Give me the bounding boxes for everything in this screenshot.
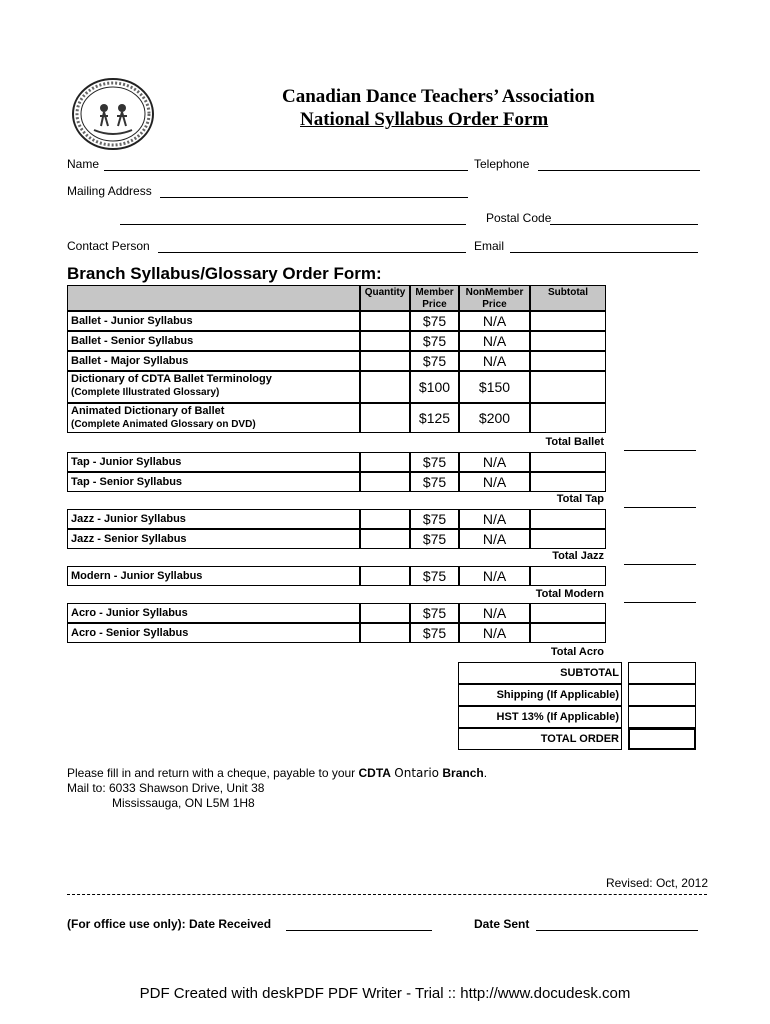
item-name [67, 566, 360, 586]
date-received-field[interactable] [286, 930, 432, 931]
total-ballet-label: Total Ballet [545, 436, 604, 448]
hst-field[interactable] [628, 706, 696, 728]
item-name [67, 351, 360, 371]
item-name [67, 472, 360, 492]
quantity-input[interactable] [360, 623, 410, 643]
cut-divider [67, 894, 707, 895]
item-label: Ballet - Junior Syllabus [71, 315, 193, 327]
member-price: $75 [410, 623, 459, 643]
shipping-label: Shipping (If Applicable) [458, 684, 622, 706]
item-name [67, 623, 360, 643]
item-label: Tap - Senior Syllabus [71, 476, 183, 488]
table-header-bar [67, 285, 360, 311]
postal-code-label: Postal Code [486, 211, 552, 225]
total-ballet-field[interactable] [624, 450, 696, 451]
subtotal-input[interactable] [530, 311, 606, 331]
quantity-input[interactable] [360, 371, 410, 403]
col-member-price: Member Price [410, 285, 459, 311]
contact-person-label: Contact Person [67, 239, 150, 253]
col-subtotal: Subtotal [530, 285, 606, 311]
mail-to-address: Mail to: 6033 Shawson Drive, Unit 38 [67, 781, 265, 795]
item-label: Modern - Junior Syllabus [71, 570, 203, 582]
member-price: $75 [410, 351, 459, 371]
item-name [67, 509, 360, 529]
member-price: $75 [410, 472, 459, 492]
nonmember-price: $150 [459, 371, 530, 403]
nonmember-price: N/A [459, 472, 530, 492]
subtotal-input[interactable] [530, 472, 606, 492]
total-jazz-field[interactable] [624, 564, 696, 565]
quantity-input[interactable] [360, 472, 410, 492]
subtotal-input[interactable] [530, 509, 606, 529]
item-label: Ballet - Major Syllabus [71, 355, 189, 367]
email-field[interactable] [510, 252, 698, 253]
instructions-line1: Please fill in and return with a cheque, payable to your CDTA Ontario Branch. [67, 766, 488, 780]
member-price: $75 [410, 331, 459, 351]
item-label: Acro - Senior Syllabus [71, 627, 189, 639]
item-sublabel: (Complete Illustrated Glossary) [71, 387, 220, 398]
total-modern-field[interactable] [624, 602, 696, 603]
item-name [67, 403, 360, 433]
quantity-input[interactable] [360, 529, 410, 549]
item-sublabel: (Complete Animated Glossary on DVD) [71, 419, 256, 430]
subtotal-input[interactable] [530, 566, 606, 586]
item-label: Acro - Junior Syllabus [71, 607, 188, 619]
subtotal-input[interactable] [530, 331, 606, 351]
item-name [67, 603, 360, 623]
mailing-address-label: Mailing Address [67, 184, 152, 198]
nonmember-price: N/A [459, 351, 530, 371]
org-name: Canadian Dance Teachers’ Association [282, 86, 595, 107]
nonmember-price: N/A [459, 566, 530, 586]
col-nonmember-price: NonMember Price [459, 285, 530, 311]
quantity-input[interactable] [360, 403, 410, 433]
member-price: $75 [410, 452, 459, 472]
subtotal-input[interactable] [530, 371, 606, 403]
quantity-input[interactable] [360, 603, 410, 623]
total-jazz-label: Total Jazz [552, 550, 604, 562]
item-label: Jazz - Senior Syllabus [71, 533, 187, 545]
quantity-input[interactable] [360, 331, 410, 351]
quantity-input[interactable] [360, 509, 410, 529]
nonmember-price: N/A [459, 509, 530, 529]
shipping-field[interactable] [628, 684, 696, 706]
name-label: Name [67, 157, 100, 171]
contact-person-field[interactable] [158, 252, 466, 253]
mailing-address-line2-field[interactable] [120, 224, 466, 225]
revised-date: Revised: Oct, 2012 [605, 876, 708, 890]
cdta-seal-logo [70, 76, 156, 152]
member-price: $125 [410, 403, 459, 433]
name-field[interactable] [104, 170, 468, 171]
item-name [67, 331, 360, 351]
hst-label: HST 13% (If Applicable) [458, 706, 622, 728]
item-name [67, 371, 360, 403]
item-label: Dictionary of CDTA Ballet Terminology [71, 373, 272, 385]
telephone-field[interactable] [538, 170, 700, 171]
nonmember-price: N/A [459, 331, 530, 351]
item-label: Ballet - Senior Syllabus [71, 335, 194, 347]
nonmember-price: N/A [459, 311, 530, 331]
member-price: $75 [410, 311, 459, 331]
member-price: $100 [410, 371, 459, 403]
pdf-footer: PDF Created with deskPDF PDF Writer - Trial :: http://www.docudesk.com [139, 985, 631, 1002]
total-modern-label: Total Modern [535, 588, 604, 600]
subtotal-input[interactable] [530, 529, 606, 549]
nonmember-price: $200 [459, 403, 530, 433]
member-price: $75 [410, 529, 459, 549]
total-order-field[interactable] [628, 728, 696, 750]
total-order-label: TOTAL ORDER [458, 728, 622, 750]
subtotal-label: SUBTOTAL [458, 662, 622, 684]
nonmember-price: N/A [459, 529, 530, 549]
item-name [67, 311, 360, 331]
mail-to-city: Mississauga, ON L5M 1H8 [112, 796, 255, 810]
item-label: Jazz - Junior Syllabus [71, 513, 186, 525]
nonmember-price: N/A [459, 603, 530, 623]
item-name [67, 452, 360, 472]
postal-code-field[interactable] [550, 224, 698, 225]
mailing-address-field[interactable] [160, 197, 468, 198]
date-received-label: (For office use only): Date Received [67, 917, 272, 931]
total-acro-label: Total Acro [550, 646, 604, 658]
quantity-input[interactable] [360, 351, 410, 371]
form-title: National Syllabus Order Form [300, 109, 549, 130]
member-price: $75 [410, 603, 459, 623]
nonmember-price: N/A [459, 623, 530, 643]
quantity-input[interactable] [360, 566, 410, 586]
subtotal-input[interactable] [530, 403, 606, 433]
subtotal-input[interactable] [530, 623, 606, 643]
total-tap-label: Total Tap [556, 493, 604, 505]
item-name [67, 529, 360, 549]
email-label: Email [474, 239, 505, 253]
subtotal-field[interactable] [628, 662, 696, 684]
section-title: Branch Syllabus/Glossary Order Form: [67, 264, 382, 283]
quantity-input[interactable] [360, 311, 410, 331]
total-tap-field[interactable] [624, 507, 696, 508]
item-label: Animated Dictionary of Ballet [71, 405, 225, 417]
item-label: Tap - Junior Syllabus [71, 456, 182, 468]
nonmember-price: N/A [459, 452, 530, 472]
subtotal-input[interactable] [530, 603, 606, 623]
date-sent-field[interactable] [536, 930, 698, 931]
subtotal-input[interactable] [530, 452, 606, 472]
col-quantity: Quantity [360, 285, 410, 311]
telephone-label: Telephone [474, 157, 530, 171]
quantity-input[interactable] [360, 452, 410, 472]
subtotal-input[interactable] [530, 351, 606, 371]
member-price: $75 [410, 509, 459, 529]
date-sent-label: Date Sent [474, 917, 530, 931]
member-price: $75 [410, 566, 459, 586]
